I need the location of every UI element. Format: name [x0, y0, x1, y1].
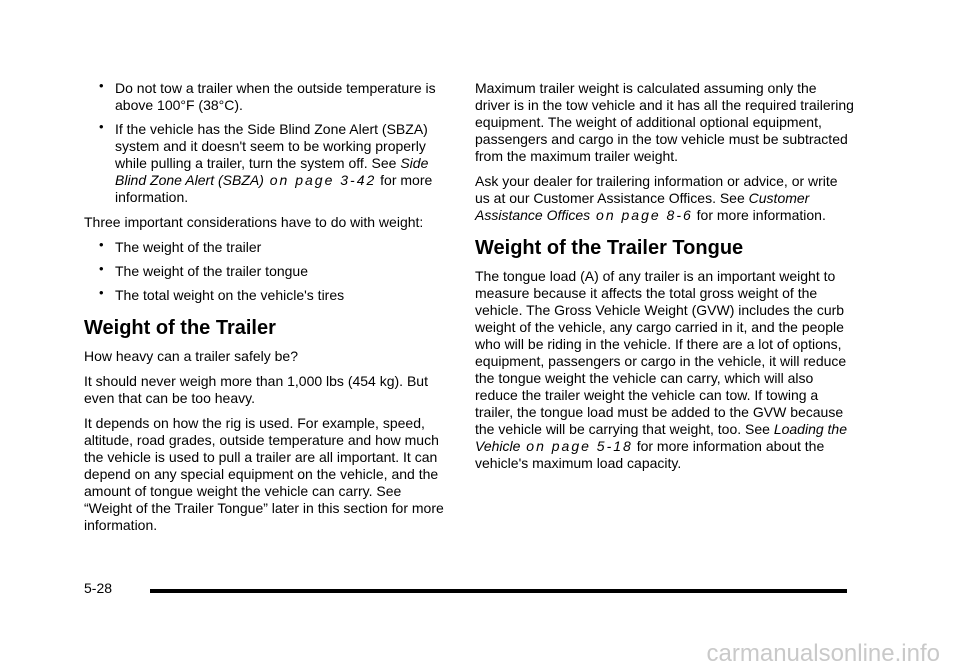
bullet-dot: •: [99, 261, 104, 276]
section-heading-trailer-weight: Weight of the Trailer: [84, 317, 276, 339]
section-heading-tongue-weight: Weight of the Trailer Tongue: [475, 237, 744, 259]
watermark: carmanualsonline.info: [706, 640, 940, 667]
caution-bullet-list: [84, 80, 446, 206]
bullet-text: The total weight on the vehicle's tires: [115, 287, 345, 303]
paragraph-max-weight: Maximum trailer weight is calculated assuming only the driver is in the tow vehicle and it has all the required trailering equipment. The weight of additional optional equipment, passengers and cargo in the tow vehicle must be subtracted from the maximum trailer weight.: [475, 80, 854, 164]
paragraph-how-heavy: How heavy can a trailer safely be?: [84, 348, 298, 364]
paragraph-ask-dealer: [475, 173, 855, 224]
bullet-item-tire-weight: [99, 285, 446, 304]
paragraph-text-before: The tongue load (A) of any trailer is an important weight to measure because it affects the total gross weight of the vehicle. The Gross Vehicle Weight (GVW) includes the curb weight of the vehicle, any cargo carried in it, and the people who will be riding in the vehicle. If there are a lot of options, equipment, passengers or cargo in the vehicle, it will reduce the tongue weight the vehicle can carry, which will also reduce the trailer weight the vehicle can tow. If towing a trailer, the tongue load must be added to the GVW because the vehicle will be carrying that weight, too. See: [475, 268, 847, 437]
footer-rule: [150, 589, 847, 593]
bullet-item-temperature: [99, 78, 446, 114]
weight-intro: Three important considerations have to do with weight:: [84, 214, 424, 230]
ref-page: on page 8-6: [590, 207, 693, 223]
bullet-dot: •: [99, 78, 104, 93]
bullet-dot: •: [99, 285, 104, 300]
paragraph-text-before: Ask your dealer for trailering information or advice, or write us at our Customer Assistance Offices. See: [475, 173, 838, 206]
paragraph-text-after: for more information about the vehicle's maximum load capacity.: [475, 438, 825, 471]
bullet-item-tongue-weight: [99, 261, 446, 280]
page-number: 5-28: [84, 580, 113, 596]
right-column: [475, 80, 855, 480]
bullet-text: The weight of the trailer tongue: [115, 263, 309, 279]
paragraph-tongue-load: [475, 268, 855, 472]
ref-page: on page 3-42: [263, 172, 377, 188]
ref-page: on page 5-18: [520, 438, 633, 454]
ref-title: Customer Assistance Offices: [475, 190, 810, 223]
weight-bullet-list: [84, 239, 446, 304]
bullet-dot: •: [99, 119, 104, 134]
paragraph-text-after: for more information.: [692, 207, 826, 223]
left-column: [84, 80, 446, 542]
bullet-text: Do not tow a trailer when the outside temperature is above 100°F (38°C).: [115, 80, 436, 113]
bullet-item-trailer-weight: [99, 237, 446, 256]
paragraph-depends: It depends on how the rig is used. For example, speed, altitude, road grades, outside temperature and how much the vehicle is used to pull a trailer are all important. It can depend on any special equipment on the vehicle, and the amount of tongue weight the vehicle can carry. See “Weight of the Trailer Tongue” later in this section for more information.: [84, 415, 444, 533]
bullet-text: The weight of the trailer: [115, 239, 262, 255]
ref-title: Loading the Vehicle: [475, 421, 848, 454]
bullet-text-after: for more information.: [115, 172, 433, 205]
ref-title: Side Blind Zone Alert (SBZA): [115, 155, 429, 188]
bullet-text-before: If the vehicle has the Side Blind Zone Alert (SBZA) system and it doesn't seem to be working properly while pulling a trailer, turn the system off. See: [115, 121, 428, 171]
paragraph-never-weigh: It should never weigh more than 1,000 lbs (454 kg). But even that can be too heavy.: [84, 373, 428, 406]
bullet-dot: •: [99, 237, 104, 252]
bullet-item-sbza: [99, 119, 446, 206]
